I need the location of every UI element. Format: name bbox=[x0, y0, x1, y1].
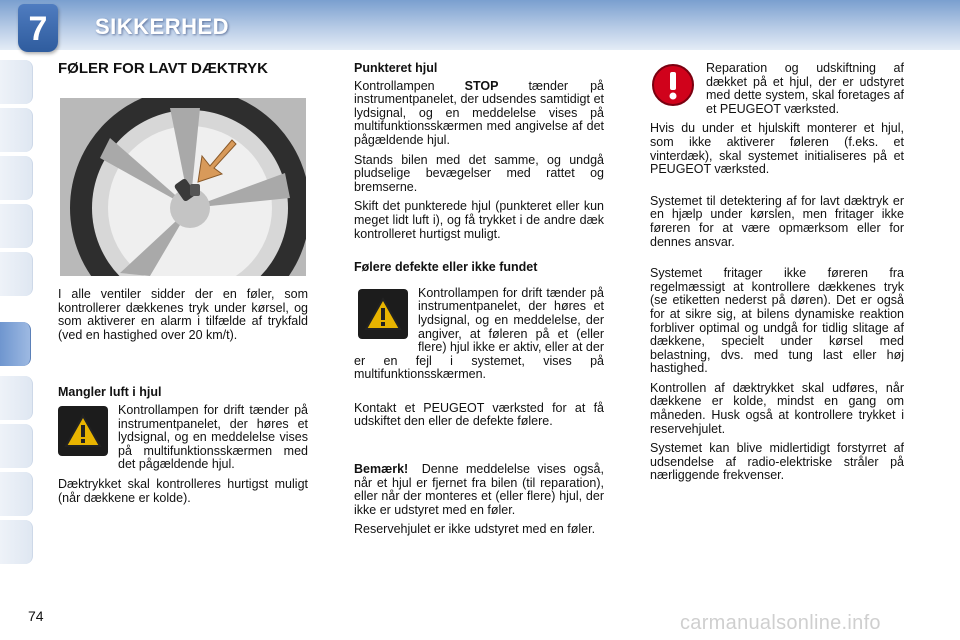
page-title: SIKKERHED bbox=[95, 14, 230, 39]
page-number: 74 bbox=[28, 608, 44, 624]
side-tab-1[interactable] bbox=[0, 60, 33, 104]
bemaerk-label: Bemærk! bbox=[354, 462, 409, 477]
subheading-mangler: Mangler luft i hjul bbox=[58, 385, 162, 400]
punkteret-text-before: Kontrollampen bbox=[354, 78, 435, 93]
hjaelp-paragraph: Systemet til detektering af for lavt dæktryk er en hjælp under kørslen, men fritager ikke føreren for at være opmærksom eller for dennes ansvar. bbox=[650, 193, 904, 249]
punkteret-paragraph-3: Skift det punkterede hjul (punkteret eller kun meget lidt luft i), og få trykket i de andre dæk kontrolleret hurtigst muligt. bbox=[354, 199, 604, 241]
stop-word: STOP bbox=[464, 78, 499, 93]
punkteret-paragraph-2: Stands bilen med det samme, og undgå pludselige bevægelser med rattet og bremserne. bbox=[354, 152, 604, 194]
side-tab-4[interactable] bbox=[0, 204, 33, 248]
side-tab-8[interactable] bbox=[0, 376, 33, 420]
header-bar bbox=[0, 0, 960, 50]
column-1 bbox=[58, 62, 308, 76]
section-title: FØLER FOR LAVT DÆKTRYK bbox=[58, 60, 268, 77]
side-tab-9[interactable] bbox=[0, 424, 33, 468]
chapter-side-tabs bbox=[0, 60, 40, 580]
forstyrret-paragraph: Systemet kan blive midlertidigt forstyrret af udsendelse af radio-elektriske stråler på nærliggende frekvenser. bbox=[650, 441, 904, 483]
subheading-punkteret: Punkteret hjul bbox=[354, 61, 438, 75]
defekte-paragraph: Kontrollampen for drift tænder på instrumentpanelet, der høres et lydsignal, og en meddelelse, der angiver, at føleren på et (eller flere) hjul ikke er aktiv, eller at der er en fejl i systemet, vises på multifunktionsskærmen. bbox=[354, 285, 604, 382]
column-1-body bbox=[58, 288, 308, 511]
side-tab-7-active[interactable] bbox=[0, 322, 31, 366]
kontakt-paragraph: Kontakt et PEUGEOT værksted for at få udskiftet den eller de defekte følere. bbox=[354, 400, 604, 429]
reparation-paragraph: Reparation og udskiftning af dækket på et hjul, der er udstyret med dette system, skal foretages af et PEUGEOT værksted. bbox=[706, 61, 904, 116]
side-tab-5[interactable] bbox=[0, 252, 33, 296]
subheading-defekte: Følere defekte eller ikke fundet bbox=[354, 260, 538, 275]
side-tab-11[interactable] bbox=[0, 520, 33, 564]
bemaerk-paragraph bbox=[354, 463, 604, 517]
punkteret-text-after: tænder på instrumentpanelet, der udsendes samtidigt et lydsignal, og en meddelelse vises på multifunktionsskærmen med angivelse af det pågældende hjul. bbox=[354, 78, 604, 147]
stop-alert-icon bbox=[650, 62, 696, 108]
bemaerk-text: Denne meddelelse vises også, når et hjul er fjernet fra bilen (til reparation), eller når der monteres et (eller flere) hjul, der ikke er udstyret med en føler. bbox=[354, 462, 604, 517]
intro-paragraph: I alle ventiler sidder der en føler, som kontrollerer dækkenes tryk under kørsel, og som aktiverer en alarm i tilfælde af trykfald (ved en hastighed over 20 km/t). bbox=[58, 287, 308, 342]
warning-triangle-icon bbox=[358, 289, 408, 339]
mangler-paragraph: Kontrollampen for drift tænder på instrumentpanelet, der høres et lydsignal, og en meddelelse vises på multifunktionsskærmen med det pågældende hjul. bbox=[118, 402, 308, 472]
kontrollen-paragraph: Kontrollen af dæktrykket skal udføres, når dækkene er kolde, mindst en gang om måneden. Husk også at kontrollere trykket i reservehjulet. bbox=[650, 380, 904, 436]
punkteret-paragraph-1 bbox=[354, 80, 604, 148]
fritager-paragraph: Systemet fritager ikke føreren fra regelmæssigt at kontrollere dækkenes tryk (se etiketten nederst på døren). Det er også for at sikre sig, at bilens dynamiske reaktion forbliver optimal og undgå for tidlig slitage af dækkene, specielt under kørsel med belastning, dvs. med tung last eller høj hastighed. bbox=[650, 266, 904, 376]
column-3 bbox=[650, 62, 904, 489]
side-tab-2[interactable] bbox=[0, 108, 33, 152]
watermark: carmanualsonline.info bbox=[680, 612, 881, 634]
tire-valve-photo bbox=[60, 98, 306, 276]
wheel-illustration bbox=[60, 98, 306, 276]
hjulskift-paragraph: Hvis du under et hjulskift monterer et hjul, som ikke aktiverer føleren (f.eks. et vinterdæk), skal systemet initialiseres på et PEUGEOT værksted. bbox=[650, 121, 904, 177]
mangler-paragraph-2: Dæktrykket skal kontrolleres hurtigst muligt (når dækkene er kolde). bbox=[58, 476, 308, 505]
side-tab-10[interactable] bbox=[0, 472, 33, 516]
column-2 bbox=[354, 62, 604, 543]
chapter-number: 7 bbox=[18, 4, 58, 52]
side-tab-3[interactable] bbox=[0, 156, 33, 200]
reservehjul-paragraph: Reservehjulet er ikke udstyret med en føler. bbox=[354, 522, 596, 537]
warning-triangle-icon bbox=[58, 406, 108, 456]
